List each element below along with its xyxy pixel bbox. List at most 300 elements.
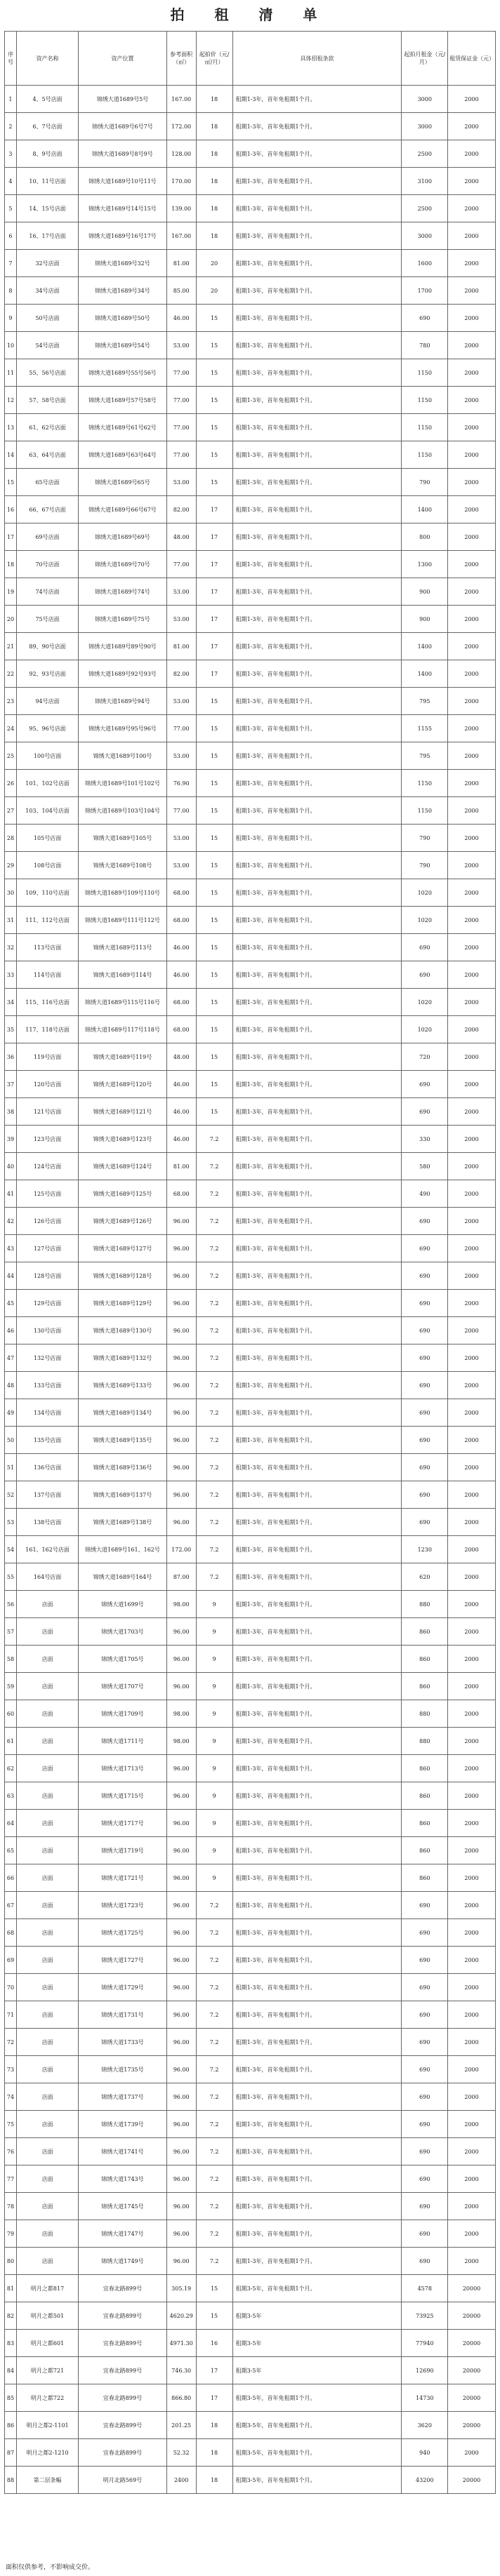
cell-monthly-rent: 3000 [402, 86, 448, 113]
table-row [5, 2275, 496, 2302]
cell-start-price: 18 [196, 195, 232, 222]
cell-asset-name: 69号店面 [16, 523, 78, 551]
cell-start-price: 15 [196, 441, 232, 469]
cell-deposit: 2000 [448, 2001, 496, 2029]
cell-asset-name: 16、17号店面 [16, 222, 78, 250]
cell-index: 56 [5, 1591, 17, 1618]
cell-index: 86 [5, 2412, 17, 2439]
cell-start-price: 15 [196, 934, 232, 961]
cell-deposit: 20000 [448, 2302, 496, 2330]
cell-asset-name: 66、67号店面 [16, 496, 78, 523]
cell-start-price: 15 [196, 770, 232, 797]
cell-monthly-rent: 1230 [402, 1536, 448, 1563]
cell-monthly-rent: 1020 [402, 989, 448, 1016]
cell-deposit: 2000 [448, 660, 496, 688]
cell-asset-location: 锦绣大道1689号14号15号 [79, 195, 167, 222]
cell-monthly-rent: 1400 [402, 633, 448, 660]
cell-deposit: 2000 [448, 222, 496, 250]
cell-start-price: 7.2 [196, 1536, 232, 1563]
table-row [5, 879, 496, 907]
cell-deposit: 2000 [448, 1536, 496, 1563]
cell-terms: 租期3-5年 [232, 2357, 402, 2384]
cell-asset-location: 锦绣大道1713号 [79, 1755, 167, 1782]
table-row [5, 1536, 496, 1563]
cell-deposit: 2000 [448, 277, 496, 305]
header-terms: 具体招租条款 [232, 32, 402, 86]
cell-asset-name: 133号店面 [16, 1372, 78, 1399]
table-row [5, 1919, 496, 1947]
cell-start-price: 9 [196, 1864, 232, 1892]
cell-start-price: 7.2 [196, 1290, 232, 1317]
cell-monthly-rent: 800 [402, 523, 448, 551]
cell-asset-location: 锦绣大道1727号 [79, 1947, 167, 1974]
cell-monthly-rent: 690 [402, 1262, 448, 1290]
cell-index: 69 [5, 1947, 17, 1974]
cell-terms: 租期1-3年，首年免租期1个月。 [232, 332, 402, 359]
cell-index: 49 [5, 1399, 17, 1427]
header-asset-location: 资产位置 [79, 32, 167, 86]
cell-start-price: 9 [196, 1618, 232, 1646]
cell-deposit: 2000 [448, 1317, 496, 1344]
cell-monthly-rent: 860 [402, 1646, 448, 1673]
cell-terms: 租期1-3年，首年免租期1个月。 [232, 1864, 402, 1892]
cell-deposit: 2000 [448, 1947, 496, 1974]
cell-terms: 租期1-3年，首年免租期1个月。 [232, 2248, 402, 2275]
cell-deposit: 2000 [448, 1454, 496, 1481]
cell-terms: 租期1-3年，首年免租期1个月。 [232, 1509, 402, 1536]
cell-deposit: 2000 [448, 852, 496, 879]
cell-asset-location: 锦绣大道1689号125号 [79, 1180, 167, 1208]
cell-start-price: 18 [196, 222, 232, 250]
cell-asset-name: 店面 [16, 2193, 78, 2220]
cell-index: 78 [5, 2193, 17, 2220]
cell-area: 96.00 [166, 1974, 196, 2001]
cell-deposit: 20000 [448, 2412, 496, 2439]
cell-index: 28 [5, 825, 17, 852]
cell-index: 36 [5, 1043, 17, 1071]
cell-deposit: 2000 [448, 879, 496, 907]
cell-asset-name: 店面 [16, 1782, 78, 1810]
cell-asset-location: 锦绣大道1689号138号 [79, 1509, 167, 1536]
cell-deposit: 2000 [448, 907, 496, 934]
cell-area: 53.00 [166, 332, 196, 359]
cell-monthly-rent: 690 [402, 1071, 448, 1098]
cell-asset-name: 89、90号店面 [16, 633, 78, 660]
cell-asset-name: 113号店面 [16, 934, 78, 961]
cell-monthly-rent: 690 [402, 1344, 448, 1372]
cell-monthly-rent: 1020 [402, 1016, 448, 1043]
cell-asset-location: 锦绣大道1689号114号 [79, 961, 167, 989]
cell-deposit: 2000 [448, 1618, 496, 1646]
cell-monthly-rent: 3100 [402, 168, 448, 195]
cell-asset-name: 8、9号店面 [16, 140, 78, 168]
cell-start-price: 7.2 [196, 1974, 232, 2001]
cell-terms: 租期1-3年，首年免租期1个月。 [232, 113, 402, 140]
cell-asset-location: 锦绣大道1689号65号 [79, 469, 167, 496]
cell-start-price: 15 [196, 688, 232, 715]
cell-area: 48.00 [166, 523, 196, 551]
cell-monthly-rent: 690 [402, 1290, 448, 1317]
table-row [5, 1837, 496, 1864]
cell-asset-name: 61、62号店面 [16, 414, 78, 441]
cell-terms: 租期1-3年，首年免租期1个月。 [232, 523, 402, 551]
table-row [5, 961, 496, 989]
cell-terms: 租期1-3年，首年免租期1个月。 [232, 1618, 402, 1646]
cell-terms: 租期1-3年，首年免租期1个月。 [232, 1728, 402, 1755]
cell-monthly-rent: 790 [402, 825, 448, 852]
cell-asset-name: 明月之都501 [16, 2302, 78, 2330]
cell-start-price: 17 [196, 2357, 232, 2384]
cell-deposit: 2000 [448, 1481, 496, 1509]
cell-monthly-rent: 690 [402, 1208, 448, 1235]
cell-terms: 租期1-3年，首年免租期1个月。 [232, 578, 402, 606]
cell-asset-location: 锦绣大道1689号123号 [79, 1126, 167, 1153]
cell-asset-name: 店面 [16, 2248, 78, 2275]
cell-asset-name: 109、110号店面 [16, 879, 78, 907]
cell-terms: 租期1-3年，首年免租期1个月。 [232, 387, 402, 414]
cell-start-price: 9 [196, 1810, 232, 1837]
cell-index: 67 [5, 1892, 17, 1919]
cell-terms: 租期1-3年，首年免租期1个月。 [232, 1536, 402, 1563]
cell-deposit: 2000 [448, 2111, 496, 2138]
cell-index: 15 [5, 469, 17, 496]
cell-asset-location: 锦绣大道1689号117号118号 [79, 1016, 167, 1043]
cell-asset-location: 锦绣大道1745号 [79, 2193, 167, 2220]
table-row [5, 1700, 496, 1728]
table-row [5, 1317, 496, 1344]
cell-deposit: 2000 [448, 1673, 496, 1700]
cell-asset-location: 锦绣大道1689号129号 [79, 1290, 167, 1317]
cell-monthly-rent: 1020 [402, 907, 448, 934]
table-row [5, 1235, 496, 1262]
cell-terms: 租期1-3年，首年免租期1个月。 [232, 441, 402, 469]
cell-asset-location: 锦绣大道1689号136号 [79, 1454, 167, 1481]
cell-deposit: 2000 [448, 305, 496, 332]
cell-index: 25 [5, 742, 17, 770]
cell-index: 24 [5, 715, 17, 742]
cell-monthly-rent: 690 [402, 2138, 448, 2165]
cell-terms: 租期1-3年，首年免租期1个月。 [232, 1974, 402, 2001]
cell-asset-name: 店面 [16, 1810, 78, 1837]
cell-asset-name: 10、11号店面 [16, 168, 78, 195]
cell-asset-name: 店面 [16, 1947, 78, 1974]
cell-area: 96.00 [166, 2056, 196, 2083]
cell-monthly-rent: 1400 [402, 496, 448, 523]
cell-asset-name: 129号店面 [16, 1290, 78, 1317]
cell-asset-location: 锦绣大道1689号54号 [79, 332, 167, 359]
cell-area: 96.00 [166, 1892, 196, 1919]
cell-terms: 租期1-3年，首年免租期1个月。 [232, 2193, 402, 2220]
cell-deposit: 2000 [448, 332, 496, 359]
cell-deposit: 20000 [448, 2384, 496, 2412]
cell-monthly-rent: 790 [402, 852, 448, 879]
cell-start-price: 18 [196, 86, 232, 113]
table-row [5, 934, 496, 961]
cell-index: 54 [5, 1536, 17, 1563]
cell-index: 66 [5, 1864, 17, 1892]
cell-deposit: 2000 [448, 715, 496, 742]
cell-monthly-rent: 860 [402, 1837, 448, 1864]
table-row [5, 551, 496, 578]
cell-index: 59 [5, 1673, 17, 1700]
cell-start-price: 7.2 [196, 2029, 232, 2056]
cell-area: 96.00 [166, 2248, 196, 2275]
cell-area: 96.00 [166, 1947, 196, 1974]
cell-area: 172.00 [166, 113, 196, 140]
cell-terms: 租期1-3年，首年免租期1个月。 [232, 414, 402, 441]
table-row [5, 688, 496, 715]
cell-deposit: 2000 [448, 1262, 496, 1290]
cell-asset-name: 117、118号店面 [16, 1016, 78, 1043]
cell-deposit: 2000 [448, 1563, 496, 1591]
cell-area: 96.00 [166, 1509, 196, 1536]
cell-start-price: 7.2 [196, 1235, 232, 1262]
cell-start-price: 7.2 [196, 1399, 232, 1427]
cell-area: 82.00 [166, 660, 196, 688]
cell-monthly-rent: 1150 [402, 414, 448, 441]
cell-monthly-rent: 690 [402, 2193, 448, 2220]
table-row [5, 1864, 496, 1892]
cell-area: 81.00 [166, 250, 196, 277]
cell-asset-name: 94号店面 [16, 688, 78, 715]
cell-start-price: 7.2 [196, 2083, 232, 2111]
cell-asset-name: 店面 [16, 2220, 78, 2248]
cell-deposit: 2000 [448, 2248, 496, 2275]
cell-monthly-rent: 690 [402, 1372, 448, 1399]
cell-area: 96.00 [166, 2138, 196, 2165]
cell-deposit: 2000 [448, 250, 496, 277]
cell-terms: 租期1-3年，首年免租期1个月。 [232, 195, 402, 222]
cell-monthly-rent: 880 [402, 1591, 448, 1618]
cell-deposit: 2000 [448, 578, 496, 606]
cell-monthly-rent: 14730 [402, 2384, 448, 2412]
cell-asset-name: 57、58号店面 [16, 387, 78, 414]
cell-asset-name: 店面 [16, 2056, 78, 2083]
cell-asset-name: 65号店面 [16, 469, 78, 496]
cell-area: 305.19 [166, 2275, 196, 2302]
cell-monthly-rent: 690 [402, 2165, 448, 2193]
cell-monthly-rent: 690 [402, 1317, 448, 1344]
cell-asset-name: 135号店面 [16, 1427, 78, 1454]
cell-area: 866.80 [166, 2384, 196, 2412]
cell-area: 96.00 [166, 1810, 196, 1837]
cell-terms: 租期1-3年，首年免租期1个月。 [232, 1043, 402, 1071]
cell-deposit: 2000 [448, 1509, 496, 1536]
cell-terms: 租期1-3年，首年免租期1个月。 [232, 2083, 402, 2111]
cell-monthly-rent: 690 [402, 2001, 448, 2029]
cell-monthly-rent: 690 [402, 1509, 448, 1536]
cell-asset-location: 锦绣大道1689号66号67号 [79, 496, 167, 523]
cell-asset-location: 锦绣大道1735号 [79, 2056, 167, 2083]
cell-index: 62 [5, 1755, 17, 1782]
cell-terms: 租期1-3年，首年免租期1个月。 [232, 1892, 402, 1919]
cell-area: 96.00 [166, 1673, 196, 1700]
cell-asset-location: 锦绣大道1689号5号 [79, 86, 167, 113]
cell-deposit: 2000 [448, 140, 496, 168]
table-row [5, 1153, 496, 1180]
cell-index: 79 [5, 2220, 17, 2248]
table-row [5, 414, 496, 441]
cell-asset-location: 锦绣大道1689号132号 [79, 1344, 167, 1372]
header-monthly-rent: 起拍月租金（元/月） [402, 32, 448, 86]
cell-index: 34 [5, 989, 17, 1016]
cell-deposit: 2000 [448, 1290, 496, 1317]
cell-area: 96.00 [166, 1427, 196, 1454]
cell-start-price: 7.2 [196, 1180, 232, 1208]
cell-deposit: 2000 [448, 496, 496, 523]
table-row [5, 1180, 496, 1208]
table-row [5, 250, 496, 277]
cell-asset-location: 锦绣大道1733号 [79, 2029, 167, 2056]
cell-asset-location: 锦绣大道1689号130号 [79, 1317, 167, 1344]
cell-index: 76 [5, 2138, 17, 2165]
cell-index: 17 [5, 523, 17, 551]
cell-area: 77.00 [166, 441, 196, 469]
table-row [5, 496, 496, 523]
cell-terms: 租期1-3年，首年免租期1个月。 [232, 168, 402, 195]
cell-area: 4971.30 [166, 2330, 196, 2357]
cell-start-price: 7.2 [196, 2001, 232, 2029]
cell-asset-location: 锦绣大道1689号6号7号 [79, 113, 167, 140]
cell-asset-location: 宜春北路899号 [79, 2412, 167, 2439]
cell-area: 48.00 [166, 1043, 196, 1071]
cell-area: 98.00 [166, 1591, 196, 1618]
cell-asset-name: 店面 [16, 1646, 78, 1673]
header-index: 序号 [5, 32, 17, 86]
cell-terms: 租期1-3年，首年免租期1个月。 [232, 907, 402, 934]
cell-deposit: 2000 [448, 1180, 496, 1208]
table-row [5, 1947, 496, 1974]
cell-index: 84 [5, 2357, 17, 2384]
cell-terms: 租期1-3年，首年免租期1个月。 [232, 606, 402, 633]
cell-terms: 租期1-3年，首年免租期1个月。 [232, 1591, 402, 1618]
cell-asset-location: 锦绣大道1709号 [79, 1700, 167, 1728]
cell-terms: 租期1-3年，首年免租期1个月。 [232, 715, 402, 742]
cell-terms: 租期1-3年，首年免租期1个月。 [232, 825, 402, 852]
cell-deposit: 2000 [448, 633, 496, 660]
cell-start-price: 15 [196, 961, 232, 989]
cell-deposit: 2000 [448, 414, 496, 441]
cell-terms: 租期1-3年，首年免租期1个月。 [232, 305, 402, 332]
cell-area: 46.00 [166, 1126, 196, 1153]
cell-monthly-rent: 860 [402, 1810, 448, 1837]
table-row [5, 1098, 496, 1126]
cell-index: 7 [5, 250, 17, 277]
cell-asset-location: 锦绣大道1689号128号 [79, 1262, 167, 1290]
cell-monthly-rent: 690 [402, 305, 448, 332]
table-row [5, 1728, 496, 1755]
cell-deposit: 20000 [448, 2467, 496, 2494]
cell-terms: 租期1-3年，首年免租期1个月。 [232, 250, 402, 277]
cell-deposit: 2000 [448, 1892, 496, 1919]
cell-area: 128.00 [166, 140, 196, 168]
cell-asset-name: 126号店面 [16, 1208, 78, 1235]
cell-asset-location: 锦绣大道1689号16号17号 [79, 222, 167, 250]
cell-area: 96.00 [166, 1235, 196, 1262]
cell-asset-location: 锦绣大道1689号137号 [79, 1481, 167, 1509]
cell-asset-name: 123号店面 [16, 1126, 78, 1153]
cell-index: 72 [5, 2029, 17, 2056]
table-row [5, 1071, 496, 1098]
table-row [5, 660, 496, 688]
cell-area: 96.00 [166, 1837, 196, 1864]
table-row [5, 2412, 496, 2439]
cell-area: 53.00 [166, 688, 196, 715]
cell-start-price: 7.2 [196, 1919, 232, 1947]
table-row [5, 387, 496, 414]
cell-terms: 租期1-3年，首年免租期1个月。 [232, 1208, 402, 1235]
cell-monthly-rent: 77940 [402, 2330, 448, 2357]
cell-area: 96.00 [166, 2001, 196, 2029]
cell-area: 82.00 [166, 496, 196, 523]
cell-area: 139.00 [166, 195, 196, 222]
cell-terms: 租期1-3年，首年免租期1个月。 [232, 934, 402, 961]
cell-asset-name: 161、162号店面 [16, 1536, 78, 1563]
cell-asset-name: 明月之都817 [16, 2275, 78, 2302]
cell-asset-location: 宜春北路899号 [79, 2384, 167, 2412]
cell-asset-name: 92、93号店面 [16, 660, 78, 688]
cell-deposit: 2000 [448, 1591, 496, 1618]
cell-monthly-rent: 690 [402, 2083, 448, 2111]
cell-terms: 租期1-3年，首年免租期1个月。 [232, 742, 402, 770]
cell-asset-location: 锦绣大道1689号10号11号 [79, 168, 167, 195]
cell-asset-location: 锦绣大道1689号164号 [79, 1563, 167, 1591]
table-row [5, 168, 496, 195]
table-row [5, 222, 496, 250]
table-row [5, 359, 496, 387]
cell-start-price: 20 [196, 250, 232, 277]
cell-asset-location: 锦绣大道1689号121号 [79, 1098, 167, 1126]
cell-start-price: 7.2 [196, 1372, 232, 1399]
table-body [5, 86, 496, 2494]
cell-area: 96.00 [166, 2220, 196, 2248]
table-row [5, 1892, 496, 1919]
cell-deposit: 2000 [448, 2439, 496, 2467]
cell-deposit: 2000 [448, 1837, 496, 1864]
cell-index: 65 [5, 1837, 17, 1864]
cell-area: 81.00 [166, 1153, 196, 1180]
cell-terms: 租期1-3年，首年免租期1个月。 [232, 1153, 402, 1180]
cell-asset-location: 锦绣大道1689号103号104号 [79, 797, 167, 825]
cell-asset-name: 95、96号店面 [16, 715, 78, 742]
cell-terms: 租期3-5年，首年免租期1个月。 [232, 2467, 402, 2494]
cell-deposit: 2000 [448, 989, 496, 1016]
cell-asset-location: 锦绣大道1717号 [79, 1810, 167, 1837]
cell-start-price: 20 [196, 277, 232, 305]
cell-start-price: 17 [196, 2384, 232, 2412]
cell-index: 53 [5, 1509, 17, 1536]
cell-deposit: 2000 [448, 606, 496, 633]
cell-start-price: 7.2 [196, 2165, 232, 2193]
cell-monthly-rent: 690 [402, 1427, 448, 1454]
cell-terms: 租期1-3年，首年免租期1个月。 [232, 222, 402, 250]
table-row [5, 1016, 496, 1043]
cell-index: 9 [5, 305, 17, 332]
cell-deposit: 2000 [448, 1043, 496, 1071]
cell-start-price: 17 [196, 660, 232, 688]
cell-index: 14 [5, 441, 17, 469]
cell-asset-location: 锦绣大道1737号 [79, 2083, 167, 2111]
cell-area: 96.00 [166, 1317, 196, 1344]
cell-index: 33 [5, 961, 17, 989]
cell-monthly-rent: 43200 [402, 2467, 448, 2494]
cell-area: 96.00 [166, 1372, 196, 1399]
cell-start-price: 15 [196, 825, 232, 852]
cell-asset-name: 店面 [16, 1700, 78, 1728]
cell-deposit: 20000 [448, 2275, 496, 2302]
cell-start-price: 7.2 [196, 1153, 232, 1180]
cell-index: 74 [5, 2083, 17, 2111]
